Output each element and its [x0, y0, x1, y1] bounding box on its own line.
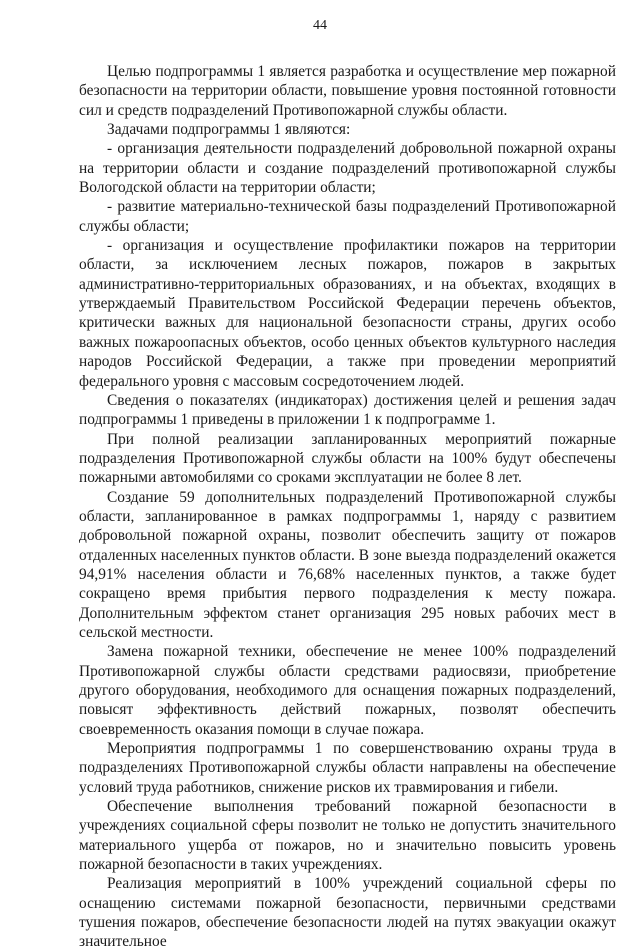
paragraph-vehicles: При полной реализации запланированных мероприятий пожарные подразделения Противопожарной службы области на 100% будут обеспечены пожарными автомобилями со сроками эксплуатации не более 8 лет. [79, 430, 616, 487]
paragraph-tasks-heading: Задачами подпрограммы 1 являются: [107, 121, 351, 139]
paragraph-task-material-base: - развитие материально-технической базы подразделений Противопожарной службы области; [79, 198, 616, 235]
paragraph-goal: Целью подпрограммы 1 является разработка и осуществление мер пожарной безопасности на территории области, повышение уровня постоянной готовности сил и средств подразделений Противопожарной службы области. [79, 63, 616, 119]
paragraph-labor-safety: Мероприятия подпрограммы 1 по совершенствованию охраны труда в подразделениях Противопожарной службы области направлены на обеспечение условий труда работников, снижение рисков их травмирования и гибели. [79, 740, 616, 796]
paragraph-implementation: Реализация мероприятий в 100% учреждений социальной сферы по оснащению системами пожарной безопасности, первичными средствами тушения пожаров, обеспечение безопасности людей на путях эвакуации окажут значительное [79, 875, 616, 951]
document-body [79, 62, 616, 952]
paragraph-social-institutions: Обеспечение выполнения требований пожарной безопасности в учреждениях социальной сферы позволит не только не допустить значительного материального ущерба от пожаров, но и значительно повысить уровень пожарной безопасности в таких учреждениях. [79, 798, 616, 874]
page-number: 44 [313, 18, 327, 33]
paragraph-new-units: Создание 59 дополнительных подразделений Противопожарной службы области, запланированное в рамках подпрограммы 1, наряду с развитием добровольной пожарной охраны, позволит обеспечить защиту от пожаров отдаленных населенных пунктов области. В зоне выезда подразделений окажется 94,91% населения области и 76,68% населенных пунктов, а также будет сокращено время прибытия первого подразделения к месту пожара. Дополнительным эффектом станет организация 295 новых рабочих мест в сельской местности. [79, 488, 616, 641]
paragraph-equipment: Замена пожарной техники, обеспечение не менее 100% подразделений Противопожарной службы области средствами радиосвязи, приобретение другого оборудования, необходимого для оснащения пожарных подразделений, повысят эффективность действий пожарных, позволят обеспечить своевременность оказания помощи в случае пожара. [79, 643, 616, 738]
paragraph-task-prevention: - организация и осуществление профилактики пожаров на территории области, за исключением лесных пожаров, пожаров в закрытых административно-территориальных образованиях, и на объектах, входящих в утверждаемый Правительством Российской Федерации перечень объектов, критически важных для национальной безопасности страны, других особо важных пожароопасных объектов, особо ценных объектов культурного наследия народов Российской Федерации, а также при проведении мероприятий федерального уровня с массовым сосредоточением людей. [79, 237, 616, 390]
paragraph-indicators: Сведения о показателях (индикаторах) достижения целей и решения задач подпрограммы 1 приведены в приложении 1 к подпрограмме 1. [79, 391, 616, 429]
paragraph-task-volunteer-fire: - организация деятельности подразделений добровольной пожарной охраны на территории области и создание подразделений противопожарной службы Вологодской области на территории области; [79, 140, 616, 197]
